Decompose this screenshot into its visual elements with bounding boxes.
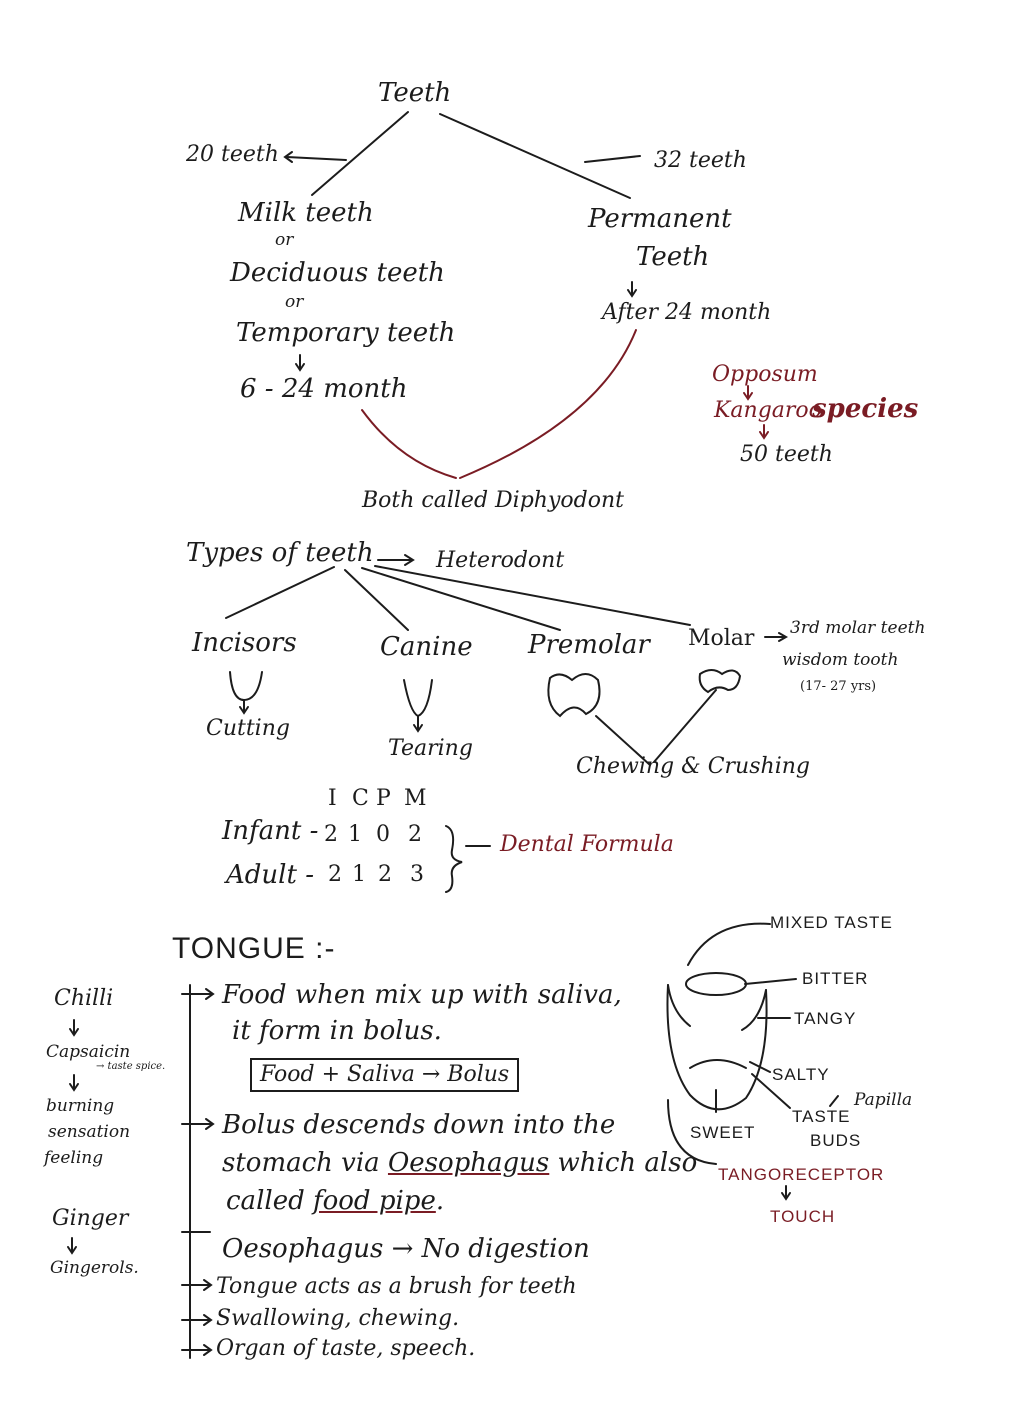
tongue-point-2b bbox=[222, 1150, 697, 1176]
deciduous-teeth-label: Deciduous teeth bbox=[230, 258, 445, 288]
label-touch: TOUCH bbox=[770, 1207, 836, 1226]
formula-infant-i: 2 bbox=[324, 822, 338, 847]
tongue-point-2c-post: . bbox=[435, 1186, 445, 1216]
chewing-crushing-label: Chewing & Crushing bbox=[576, 754, 810, 779]
formula-adult-c: 1 bbox=[352, 862, 366, 887]
milk-teeth-label: Milk teeth bbox=[238, 198, 374, 228]
milk-teeth-age: 6 - 24 month bbox=[240, 374, 408, 404]
capsaicin-label: Capsaicin bbox=[46, 1042, 131, 1062]
formula-infant-m: 2 bbox=[408, 822, 422, 847]
permanent-teeth-count: 32 teeth bbox=[654, 148, 747, 173]
burning-label: burning bbox=[46, 1096, 115, 1116]
opposum-label: Opposum bbox=[712, 362, 818, 387]
fifty-teeth-label: 50 teeth bbox=[740, 442, 833, 467]
molar-note-third: 3rd molar teeth bbox=[790, 618, 926, 638]
molar-label: Molar bbox=[688, 626, 755, 651]
label-bitter: BITTER bbox=[802, 969, 869, 988]
formula-header-p: P bbox=[376, 786, 391, 811]
formula-adult-label: Adult - bbox=[226, 860, 314, 890]
molar-note-age: (17- 27 yrs) bbox=[800, 679, 877, 694]
tongue-point-2c-pre: called bbox=[226, 1186, 313, 1216]
tongue-point-1a: Food when mix up with saliva, bbox=[222, 980, 622, 1010]
capsaicin-note: → taste spice. bbox=[96, 1061, 166, 1072]
tongue-point-2c bbox=[226, 1188, 444, 1214]
formula-header-m: M bbox=[404, 786, 427, 811]
types-heading: Types of teeth bbox=[186, 538, 374, 568]
milk-or-2: or bbox=[285, 292, 304, 312]
oesophagus-term: Oesophagus bbox=[387, 1148, 550, 1178]
formula-header-c: C bbox=[352, 786, 369, 811]
molar-note-wisdom: wisdom tooth bbox=[782, 650, 899, 670]
permanent-teeth-age: After 24 month bbox=[602, 300, 772, 325]
tongue-point-6: Organ of taste, speech. bbox=[216, 1336, 476, 1361]
formula-adult-p: 2 bbox=[378, 862, 392, 887]
chilli-label: Chilli bbox=[54, 986, 114, 1011]
milk-teeth-count: 20 teeth bbox=[186, 142, 279, 167]
tongue-point-1b: it form in bolus. bbox=[232, 1016, 442, 1046]
formula-infant-p: 0 bbox=[376, 822, 390, 847]
teeth-root-label: Teeth bbox=[378, 78, 452, 108]
tongue-point-3: Oesophagus → No digestion bbox=[222, 1234, 590, 1264]
tongue-point-2b-pre: stomach via bbox=[222, 1148, 388, 1178]
formula-adult-m: 3 bbox=[410, 862, 424, 887]
label-mixed-taste: MIXED TASTE bbox=[770, 913, 893, 932]
formula-adult-i: 2 bbox=[328, 862, 342, 887]
heterodont-label: Heterodont bbox=[436, 548, 565, 573]
temporary-teeth-label: Temporary teeth bbox=[236, 318, 456, 348]
label-sweet: SWEET bbox=[690, 1123, 756, 1142]
gingerols-label: Gingerols. bbox=[50, 1258, 139, 1278]
species-label: species bbox=[812, 394, 919, 424]
kangaroo-label: Kangaroo bbox=[714, 398, 822, 423]
permanent-label: Permanent bbox=[588, 204, 732, 234]
tongue-point-5: Swallowing, chewing. bbox=[216, 1306, 460, 1331]
tongue-point-4: Tongue acts as a brush for teeth bbox=[216, 1274, 577, 1299]
label-taste: TASTE bbox=[792, 1107, 851, 1126]
label-tangy: TANGY bbox=[794, 1009, 857, 1028]
label-tangoreceptor: TANGORECEPTOR bbox=[718, 1165, 885, 1184]
tongue-point-2b-post: which also bbox=[549, 1148, 698, 1178]
canine-use: Tearing bbox=[388, 736, 473, 761]
ginger-label: Ginger bbox=[52, 1206, 129, 1231]
tongue-heading: TONGUE :- bbox=[172, 932, 336, 965]
tongue-point-2a: Bolus descends down into the bbox=[222, 1110, 616, 1140]
label-salty: SALTY bbox=[772, 1065, 830, 1084]
permanent-teeth-label: Teeth bbox=[636, 242, 710, 272]
formula-infant-label: Infant - bbox=[222, 816, 319, 846]
formula-header-i: I bbox=[328, 786, 337, 811]
formula-infant-c: 1 bbox=[348, 822, 362, 847]
bolus-formula-box: Food + Saliva → Bolus bbox=[250, 1058, 519, 1092]
dental-formula-title: Dental Formula bbox=[500, 832, 674, 857]
feeling-label: feeling bbox=[44, 1148, 104, 1168]
food-pipe-term: food pipe bbox=[313, 1186, 436, 1216]
incisors-use: Cutting bbox=[206, 716, 290, 741]
incisors-label: Incisors bbox=[192, 628, 297, 658]
premolar-label: Premolar bbox=[528, 630, 650, 660]
milk-or-1: or bbox=[275, 230, 294, 250]
label-papilla: Papilla bbox=[854, 1090, 913, 1110]
canine-label: Canine bbox=[380, 632, 473, 662]
sensation-label: sensation bbox=[48, 1122, 131, 1142]
diphyodont-label: Both called Diphyodont bbox=[362, 488, 624, 513]
label-buds: BUDS bbox=[810, 1131, 862, 1150]
